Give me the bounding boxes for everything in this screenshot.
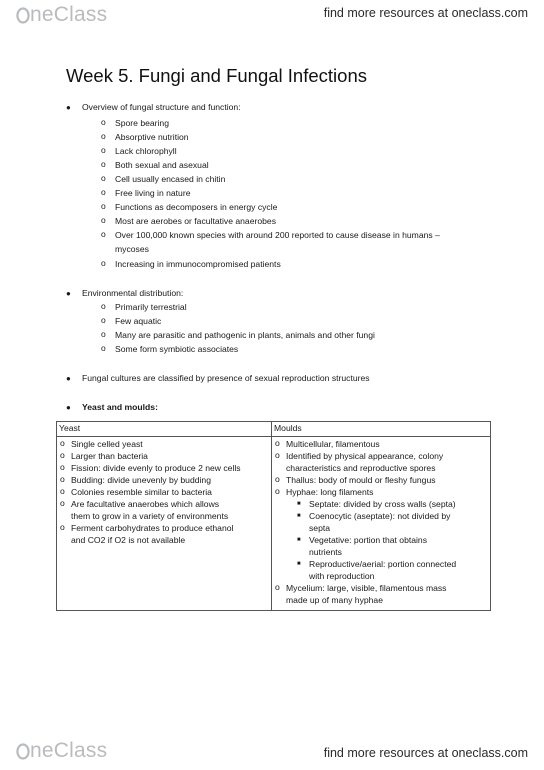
sub-list-item: ■ Coenocytic (aseptate): not divided by <box>297 511 451 521</box>
sub-list-item: ■ Septate: divided by cross walls (septa) <box>297 499 456 509</box>
list-item: o Mycelium: large, visible, filamentous mass <box>275 582 447 593</box>
oneclass-logo-footer[interactable] <box>16 741 107 761</box>
find-more-resources-link-footer[interactable]: find more resources at oneclass.com <box>323 746 528 760</box>
sub-list-item: ■ Reproductive/aerial: portion connected <box>297 559 457 569</box>
table-header-moulds: Moulds <box>272 422 491 437</box>
bullet-icon: ● <box>66 374 71 383</box>
circle-bullet-icon: o <box>101 343 106 353</box>
list-item: o Larger than bacteria <box>60 450 148 461</box>
circle-bullet-icon: o <box>275 438 280 448</box>
moulds-cell <box>272 437 491 611</box>
list-item: o Single celled yeast <box>60 438 143 449</box>
section-heading: Yeast and moulds: <box>82 402 158 412</box>
sub-list-item-continuation: septa <box>309 523 331 533</box>
list-item: o Colonies resemble similar to bacteria <box>60 486 212 497</box>
square-bullet-icon: ■ <box>297 537 301 543</box>
brand-name: neClass <box>30 739 108 762</box>
circle-bullet-icon: o <box>101 187 106 197</box>
circle-bullet-icon: o <box>101 201 106 211</box>
square-bullet-icon: ■ <box>297 501 301 507</box>
circle-bullet-icon: o <box>101 229 106 239</box>
sub-list-item: ■ Vegetative: portion that obtains <box>297 535 428 545</box>
list-item: o Identified by physical appearance, colony <box>275 450 444 461</box>
yeast-cell <box>57 437 272 611</box>
circle-bullet-icon: o <box>60 462 65 472</box>
list-item: o Thallus: body of mould or fleshy fungus <box>275 474 436 485</box>
list-item: o Hyphae: long filaments <box>275 486 374 497</box>
square-bullet-icon: ■ <box>297 513 301 519</box>
oneclass-o-icon <box>16 742 30 760</box>
oneclass-o-icon <box>16 6 30 24</box>
bullet-icon: ● <box>66 103 71 112</box>
circle-bullet-icon: o <box>101 159 106 169</box>
circle-bullet-icon: o <box>60 498 65 508</box>
section-heading: Overview of fungal structure and function: <box>82 102 241 112</box>
list-item-continuation: made up of many hyphae <box>286 595 383 605</box>
sub-list-item-continuation: with reproduction <box>309 571 375 581</box>
circle-bullet-icon: o <box>101 117 106 127</box>
section-heading: Environmental distribution: <box>82 288 184 298</box>
yeast-moulds-table <box>56 421 491 611</box>
list-item: o Fission: divide evenly to produce 2 new cells <box>60 462 241 473</box>
list-item-continuation: them to grow in a variety of environments <box>71 511 229 521</box>
circle-bullet-icon: o <box>101 145 106 155</box>
list-item: o Multicellular, filamentous <box>275 438 380 449</box>
circle-bullet-icon: o <box>60 438 65 448</box>
list-item: o Ferment carbohydrates to produce ethanol <box>60 522 234 533</box>
circle-bullet-icon: o <box>101 315 106 325</box>
square-bullet-icon: ■ <box>297 561 301 567</box>
circle-bullet-icon: o <box>275 486 280 496</box>
circle-bullet-icon: o <box>101 258 106 268</box>
find-more-resources-link[interactable]: find more resources at oneclass.com <box>323 6 528 20</box>
circle-bullet-icon: o <box>60 522 65 532</box>
list-item: o Are facultative anaerobes which allows <box>60 498 220 509</box>
circle-bullet-icon: o <box>60 474 65 484</box>
circle-bullet-icon: o <box>101 329 106 339</box>
page-title: Week 5. Fungi and Fungal Infections <box>66 65 367 86</box>
bullet-icon: ● <box>66 403 71 412</box>
circle-bullet-icon: o <box>275 474 280 484</box>
table-header-yeast: Yeast <box>57 422 272 437</box>
brand-name: neClass <box>30 3 108 26</box>
circle-bullet-icon: o <box>275 582 280 592</box>
circle-bullet-icon: o <box>101 215 106 225</box>
circle-bullet-icon: o <box>101 301 106 311</box>
sub-list-item-continuation: nutrients <box>309 547 342 557</box>
circle-bullet-icon: o <box>60 486 65 496</box>
oneclass-logo[interactable] <box>16 5 107 25</box>
section-heading: Fungal cultures are classified by presence of sexual reproduction structures <box>82 373 370 383</box>
circle-bullet-icon: o <box>101 131 106 141</box>
list-item-continuation: and CO2 if O2 is not available <box>71 535 186 545</box>
circle-bullet-icon: o <box>60 450 65 460</box>
circle-bullet-icon: o <box>101 173 106 183</box>
circle-bullet-icon: o <box>275 450 280 460</box>
list-item: o Budding: divide unevenly by budding <box>60 474 211 485</box>
bullet-icon: ● <box>66 289 71 298</box>
list-item-continuation: characteristics and reproductive spores <box>286 463 436 473</box>
